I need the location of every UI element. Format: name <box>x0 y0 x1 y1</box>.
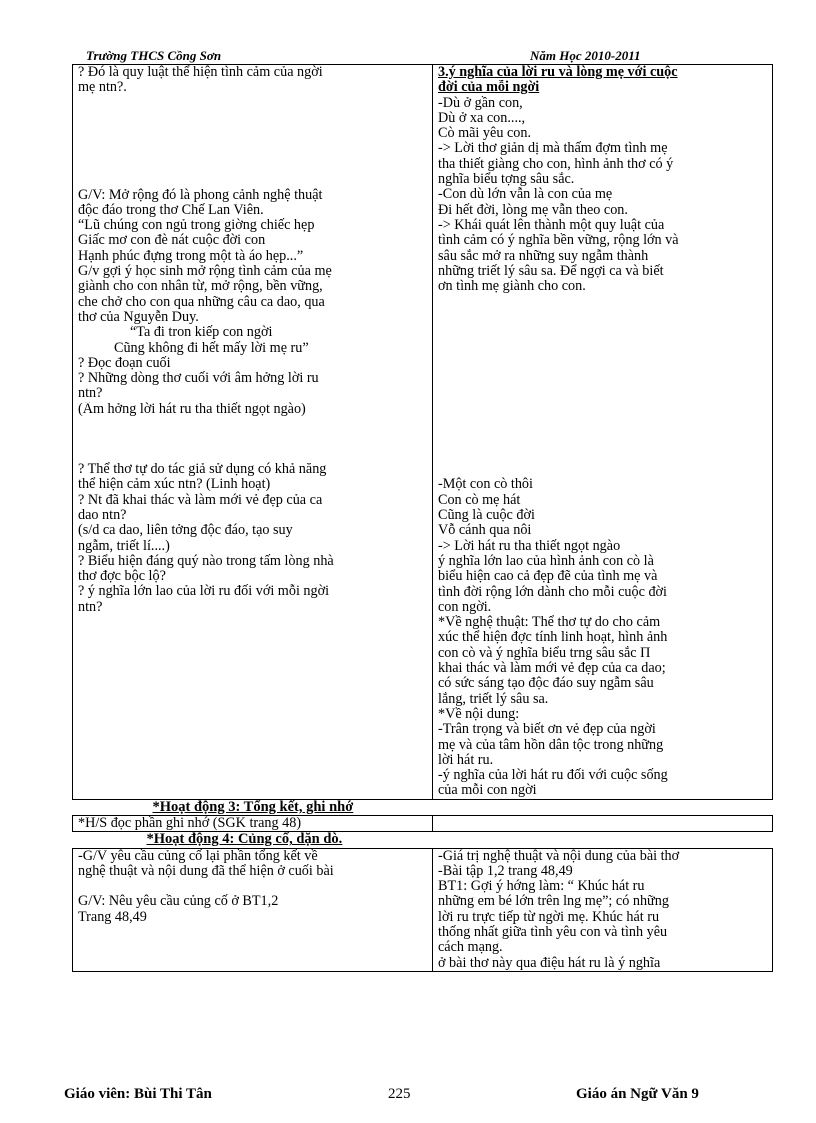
text-line: G/V: Mở rộng đó là phong cảnh nghệ thuật <box>78 187 323 203</box>
text-line: BT1: Gợi ý hớng làm: “ Khúc hát ru <box>438 879 645 895</box>
table-row <box>73 815 773 831</box>
text-line: Hạnh phúc đựng trong một tà áo hẹp...” <box>78 248 304 264</box>
text-line: *Về nội dung: <box>438 706 520 722</box>
question-line: mẹ ntn?. <box>78 80 127 96</box>
text-line: thống nhất giữa tình yêu con và tình yêu <box>438 925 668 941</box>
quote-line: Cũng không đi hết mấy lời mẹ ru” <box>114 340 309 356</box>
text-line: Trang 48,49 <box>78 909 147 925</box>
text-line: Đi hết đời, lòng mẹ vẫn theo con. <box>438 202 628 218</box>
text-line: con cò và ý nghĩa biểu trng sâu sắc Π <box>438 645 651 661</box>
text-line: -Con dù lớn vẫn là con của mẹ <box>438 187 613 203</box>
section-row <box>73 799 773 815</box>
text-line: giành cho con nhân từ, mở rộng, bền vững, <box>78 279 323 295</box>
text-line: -Một con cò thôi <box>438 477 533 493</box>
question-line: ? Thể thơ tự do tác giả sử dụng có khả năng <box>78 462 327 478</box>
text-line: những em bé lớn trên lng mẹ”; có những <box>438 894 669 910</box>
text-line: lời hát ru. <box>438 752 494 768</box>
question-line: ? Những dòng thơ cuối với âm hởng lời ru <box>78 371 319 387</box>
text-line: tình cảm có ý nghĩa bền vững, rộng lớn và <box>438 233 679 249</box>
text-line: cách mạng. <box>438 940 503 956</box>
question-line: dao ntn? <box>78 507 127 523</box>
text-line: thơ của Nguyễn Duy. <box>78 309 199 325</box>
page-number: 225 <box>388 1086 411 1102</box>
text-line: -Bài tập 1,2 trang 48,49 <box>438 863 573 879</box>
text-line: *Về nghệ thuật: Thể thơ tự do cho cảm <box>438 615 661 631</box>
text-line: Dù ở xa con...., <box>438 110 526 126</box>
text-line: lắng, triết lý sâu sa. <box>438 691 549 707</box>
question-line: ? Đọc đoạn cuối <box>78 355 171 371</box>
quote-line: “Ta đi tron kiếp con ngời <box>130 325 273 341</box>
text-line: Giấc mơ con đè nát cuộc đời con <box>78 233 266 249</box>
question-line: ? Nt đã khai thác và làm mới vẻ đẹp của ca <box>78 492 323 508</box>
text-line: tình đời rộng lớn dành cho mỗi cuộc đời <box>438 584 667 600</box>
activity-3-title: *Hoạt động 3: Tổng kết, ghi nhớ <box>152 798 354 815</box>
text-line: xúc thể hiện đợc tính linh hoạt, hình ảnh <box>438 630 668 646</box>
section-heading: 3.ý nghĩa của lời ru và lòng mẹ với cuộc <box>438 65 678 80</box>
text-line: con ngời. <box>438 599 492 615</box>
activity-4-left <box>73 848 433 971</box>
activity-3-left: *H/S đọc phần ghi nhớ (SGK trang 48) <box>73 815 433 831</box>
page-header <box>72 48 772 65</box>
text-line: độc đáo trong thơ Chế Lan Viên. <box>78 202 264 218</box>
text-line: che chở cho con qua những câu ca dao, qua <box>78 294 325 310</box>
text-line: G/V: Nêu yêu cầu củng cố ở BT1,2 <box>78 894 279 910</box>
text-line: -ý nghĩa của lời hát ru đối với cuộc sống <box>438 768 668 784</box>
text-line: những triết lý sâu sa. Để ngợi ca và biết <box>438 263 664 279</box>
text-line: sâu sắc mở ra những suy ngẫm thành <box>438 248 649 264</box>
text-line: ơn tình mẹ giành cho con. <box>438 279 586 295</box>
text-line: -> Lời thơ giản dị mà thấm đợm tình mẹ <box>438 141 668 157</box>
text-line: -Trân trọng và biết ơn vẻ đẹp của ngời <box>438 722 656 738</box>
question-line: ? Đó là quy luật thể hiện tình cảm của ngời <box>78 65 323 80</box>
text-line: -Giá trị nghệ thuật và nội dung của bài thơ <box>438 848 680 864</box>
question-line: ? ý nghĩa lớn lao của lời ru đối với mỗi ngời <box>78 584 330 600</box>
question-line: ntn? <box>78 386 103 402</box>
text-line: biểu hiện cao cả đẹp đẽ của tình mẹ và <box>438 569 658 585</box>
school-year: Năm Học 2010-2011 <box>530 48 641 63</box>
text-line: Con cò mẹ hát <box>438 492 521 508</box>
answer-line: (s/d ca dao, liên tởng độc đáo, tạo suy <box>78 523 293 539</box>
text-line: -G/V yêu cầu củng cố lại phần tổng kết về <box>78 848 318 864</box>
answer-line: ngẫm, triết lí....) <box>78 538 170 554</box>
text-line: ở bài thơ này qua điệu hát ru là ý nghĩa <box>438 955 661 971</box>
activity-4-right <box>433 848 773 971</box>
table-row <box>73 848 773 971</box>
text-line: “Lũ chúng con ngủ trong giờng chiếc hẹp <box>78 218 315 234</box>
text-line: Cũng là cuộc đời <box>438 508 535 524</box>
question-line: ? Biểu hiện đáng quý nào trong tấm lòng nhà <box>78 553 334 569</box>
section-heading: đời của mỗi ngời <box>438 80 540 96</box>
section-row <box>73 832 773 848</box>
subject-name: Giáo án Ngữ Văn 9 <box>576 1086 699 1102</box>
text-line: có sức sáng tạo độc đáo suy ngẫm sâu <box>438 676 654 692</box>
activity-3-right <box>433 815 773 831</box>
text-line: tha thiết giàng cho con, hình ảnh thơ có ý <box>438 156 674 172</box>
text-line: -> Lời hát ru tha thiết ngọt ngào <box>438 538 621 554</box>
student-column <box>433 65 773 800</box>
table-row <box>73 65 773 800</box>
school-name: Trường THCS Cồng Sơn <box>86 48 222 63</box>
question-line: thể hiện cảm xúc ntn? (Linh hoạt) <box>78 477 271 493</box>
text-line: của mỗi con ngời <box>438 783 537 799</box>
text-line <box>78 879 428 894</box>
teacher-column <box>73 65 433 800</box>
text-line: G/v gợi ý học sinh mở rộng tình cảm của mẹ <box>78 264 332 280</box>
text-line: lời ru trực tiếp từ ngời mẹ. Khúc hát ru <box>438 909 660 925</box>
activity-4-title: *Hoạt động 4: Củng cố, dặn dò. <box>146 831 343 848</box>
text-line: Cò mãi yêu con. <box>438 126 531 142</box>
text-line: -Dù ở gần con, <box>438 95 523 111</box>
question-line: thơ đợc bộc lộ? <box>78 569 166 585</box>
lesson-table <box>72 64 773 972</box>
text-line: ý nghĩa lớn lao của hình ảnh con cò là <box>438 553 654 569</box>
question-line: ntn? <box>78 599 103 615</box>
page-footer <box>64 1086 784 1106</box>
text-line: khai thác và làm mới vẻ đẹp của ca dao; <box>438 661 666 677</box>
text-line: -> Khái quát lên thành một quy luật của <box>438 217 665 233</box>
text-line: nghĩa biểu tợng sâu sắc. <box>438 172 575 188</box>
text-line: nghệ thuật và nội dung đã thể hiện ở cuối bài <box>78 863 334 879</box>
answer-line: (Âm hởng lời hát ru tha thiết ngọt ngào) <box>78 401 306 417</box>
text-line: Vỗ cánh qua nôi <box>438 523 532 539</box>
text-line: mẹ và của tâm hồn dân tộc trong những <box>438 737 664 753</box>
teacher-name: Giáo viên: Bùi Thi Tân <box>64 1086 212 1102</box>
